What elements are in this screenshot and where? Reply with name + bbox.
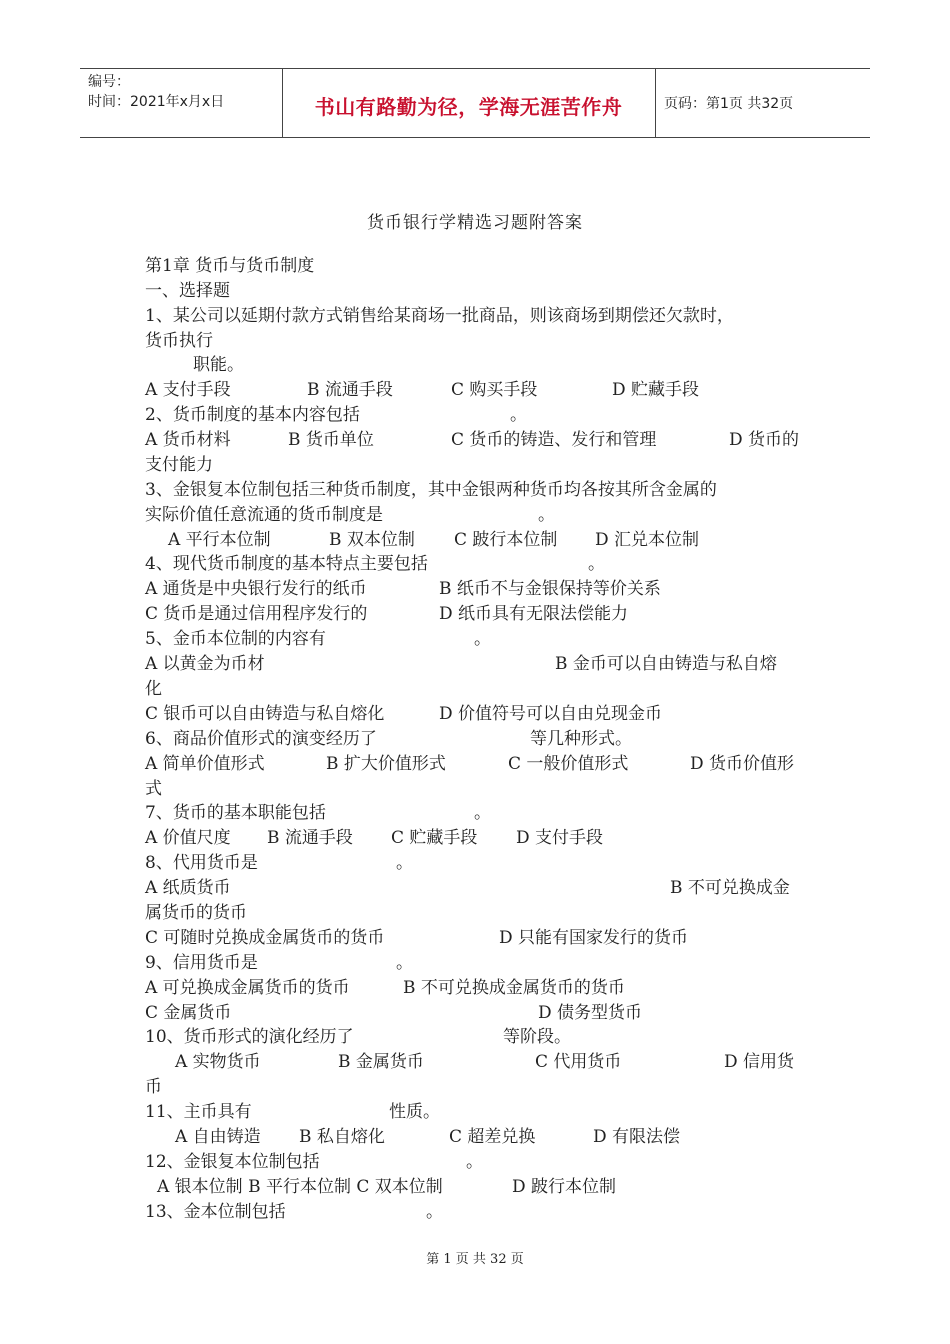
option-c: C 货币的铸造、发行和管理 (451, 430, 657, 450)
option-d: D 货币价值形 (690, 754, 795, 774)
option-a: A 简单价值形式 (145, 754, 265, 774)
option-a: A 平行本位制 (168, 530, 271, 550)
option-a: A 纸质货币 (145, 878, 231, 898)
time-label: 时间：2021年x月x日 (88, 94, 225, 110)
question-text: 实际价值任意流通的货币制度是 (145, 505, 383, 525)
option-d: D 货币的 (729, 430, 800, 450)
question-text: 8、代用货币是 (145, 853, 258, 873)
option-c: C 银币可以自由铸造与私自熔化 (145, 704, 385, 724)
options-abc: A 银本位制 B 平行本位制 C 双本位制 (157, 1177, 443, 1197)
option-c: C 货币是通过信用程序发行的 (145, 604, 368, 624)
option-c: C 跛行本位制 (454, 530, 558, 550)
option-d-continued: 支付能力 (145, 455, 213, 475)
question-text: 9、信用货币是 (145, 953, 258, 973)
question-blank-end: 。 (588, 554, 605, 574)
option-b: B 纸币不与金银保持等价关系 (439, 579, 661, 599)
option-a: A 自由铸造 (175, 1127, 261, 1147)
option-c: C 代用货币 (535, 1052, 622, 1072)
header-page-cell (656, 69, 870, 137)
option-a: A 支付手段 (145, 380, 231, 400)
option-b: B 不可兑换成金 (670, 878, 790, 898)
option-d: D 信用货 (724, 1052, 795, 1072)
chapter-heading: 第1章 货币与货币制度 (145, 256, 315, 276)
question-blank-end: 。 (474, 803, 491, 823)
page-header (80, 68, 870, 138)
question-text: 7、货币的基本职能包括 (145, 803, 326, 823)
option-b: B 双本位制 (329, 530, 415, 550)
page-info: 页码：第1页 共32页 (664, 96, 794, 112)
option-d: D 有限法偿 (593, 1127, 681, 1147)
question-text: 4、现代货币制度的基本特点主要包括 (145, 554, 428, 574)
question-blank-end: 。 (426, 1202, 443, 1222)
option-d: D 跛行本位制 (512, 1177, 617, 1197)
option-a: A 货币材料 (145, 430, 231, 450)
option-c: C 一般价值形式 (508, 754, 629, 774)
document-title: 货币银行学精选习题附答案 (367, 213, 583, 233)
option-d: D 债务型货币 (538, 1003, 643, 1023)
number-label: 编号： (88, 74, 130, 90)
option-b: B 私自熔化 (299, 1127, 385, 1147)
question-text: 2、货币制度的基本内容包括 (145, 405, 360, 425)
option-d-continued: 式 (145, 779, 162, 799)
option-c: C 贮藏手段 (391, 828, 478, 848)
option-c: C 购买手段 (451, 380, 538, 400)
question-text: 3、金银复本位制包括三种货币制度，其中金银两种货币均各按其所含金属的 (145, 480, 717, 500)
question-text: 10、货币形式的演化经历了 (145, 1027, 354, 1047)
question-blank-end: 。 (538, 505, 555, 525)
option-d: D 纸币具有无限法偿能力 (439, 604, 629, 624)
question-text: 职能。 (193, 355, 244, 375)
header-meta-cell (80, 69, 283, 137)
question-blank-end: 等几种形式。 (530, 729, 632, 749)
option-b: B 扩大价值形式 (326, 754, 446, 774)
question-text: 12、金银复本位制包括 (145, 1152, 320, 1172)
option-a: A 通货是中央银行发行的纸币 (145, 579, 367, 599)
question-text: 13、金本位制包括 (145, 1202, 286, 1222)
option-d: D 价值符号可以自由兑现金币 (439, 704, 663, 724)
question-blank-end: 。 (466, 1152, 483, 1172)
header-motto-cell (282, 69, 656, 137)
option-c: C 超差兑换 (449, 1127, 536, 1147)
question-blank-end: 。 (396, 953, 413, 973)
question-blank-end: 等阶段。 (503, 1027, 571, 1047)
question-text: 1、某公司以延期付款方式销售给某商场一批商品，则该商场到期偿还欠款时， (145, 306, 734, 326)
option-b-continued: 属货币的货币 (145, 903, 247, 923)
question-blank-end: 。 (396, 853, 413, 873)
option-b: B 货币单位 (288, 430, 374, 450)
option-c: C 金属货币 (145, 1003, 232, 1023)
option-b: B 流通手段 (307, 380, 393, 400)
question-text: 6、商品价值形式的演变经历了 (145, 729, 377, 749)
motto: 书山有路勤为径，学海无涯苦作舟 (314, 95, 623, 119)
option-b: B 金币可以自由铸造与私自熔 (555, 654, 777, 674)
section-heading: 一、选择题 (145, 281, 230, 301)
question-text: 5、金币本位制的内容有 (145, 629, 326, 649)
option-c: C 可随时兑换成金属货币的货币 (145, 928, 385, 948)
option-b: B 流通手段 (267, 828, 353, 848)
question-blank-end: 。 (510, 405, 527, 425)
option-a: A 实物货币 (175, 1052, 261, 1072)
option-b: B 金属货币 (338, 1052, 424, 1072)
option-d: D 贮藏手段 (612, 380, 700, 400)
option-b: B 不可兑换成金属货币的货币 (403, 978, 625, 998)
option-d: D 只能有国家发行的货币 (499, 928, 689, 948)
question-text: 货币执行 (145, 331, 213, 351)
option-d: D 支付手段 (516, 828, 604, 848)
option-a: A 以黄金为币材 (145, 654, 265, 674)
question-blank-end: 性质。 (389, 1102, 440, 1122)
question-text: 11、主币具有 (145, 1102, 252, 1122)
option-a: A 可兑换成金属货币的货币 (145, 978, 350, 998)
option-b-continued: 化 (145, 679, 162, 699)
question-blank-end: 。 (474, 629, 491, 649)
page-footer: 第 1 页 共 32 页 (426, 1252, 524, 1267)
option-a: A 价值尺度 (145, 828, 231, 848)
option-d: D 汇兑本位制 (595, 530, 700, 550)
option-d-continued: 币 (145, 1077, 162, 1097)
